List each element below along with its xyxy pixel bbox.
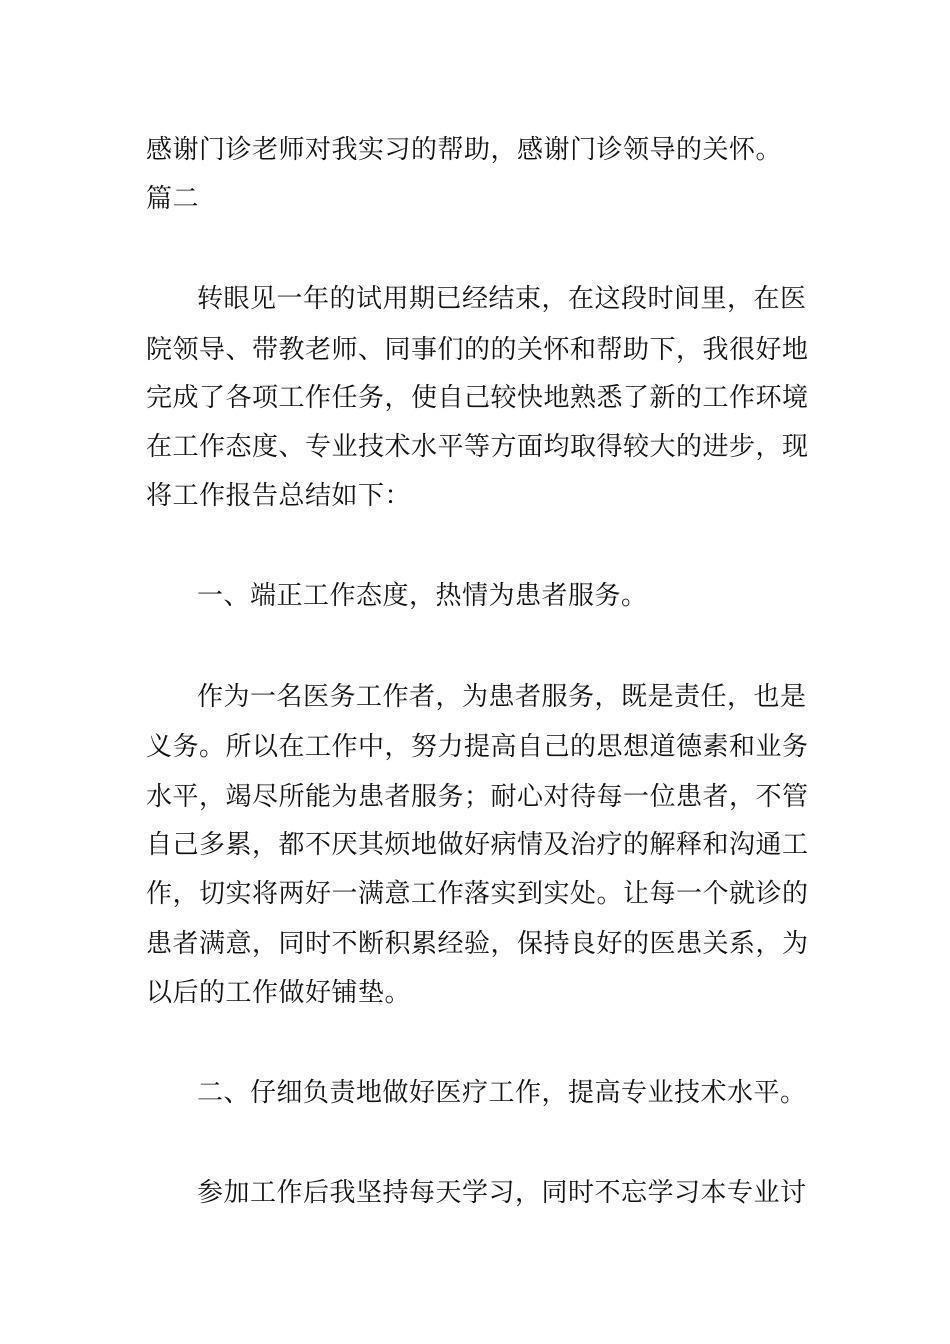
intro-line: 转眼见一年的试用期已经结束，在这段时间里，在医	[197, 284, 807, 314]
intro-line: 将工作报告总结如下：	[146, 481, 412, 511]
para2-line: 参加工作后我坚持每天学习，同时不忘学习本专业讨	[197, 1178, 807, 1208]
para1-line: 义务。所以在工作中，努力提高自己的思想道德素和业务	[146, 732, 809, 762]
intro-line: 完成了各项工作任务，使自己较快地熟悉了新的工作环境	[146, 383, 809, 413]
para1-line: 水平，竭尽所能为患者服务；耐心对待每一位患者，不管	[146, 782, 809, 812]
heading-two: 二、仔细负责地做好医疗工作，提高专业技术水平。	[197, 1078, 807, 1108]
closing-line: 感谢门诊老师对我实习的帮助，感谢门诊领导的关怀。	[146, 135, 783, 165]
para1-line: 自己多累，都不厌其烦地做好病情及治疗的解释和沟通工	[146, 830, 809, 860]
para1-line: 以后的工作做好铺垫。	[146, 978, 412, 1008]
para1-line: 患者满意，同时不断积累经验，保持良好的医患关系，为	[146, 929, 809, 959]
intro-line: 在工作态度、专业技术水平等方面均取得较大的进步，现	[146, 432, 809, 462]
para1-line: 作，切实将两好一满意工作落实到实处。让每一个就诊的	[146, 879, 809, 909]
para1-line: 作为一名医务工作者，为患者服务，既是责任，也是	[197, 682, 807, 712]
section-title: 篇二	[146, 184, 200, 214]
heading-one: 一、端正工作态度，热情为患者服务。	[197, 581, 648, 611]
intro-line: 院领导、带教老师、同事们的的关怀和帮助下，我很好地	[146, 335, 809, 365]
